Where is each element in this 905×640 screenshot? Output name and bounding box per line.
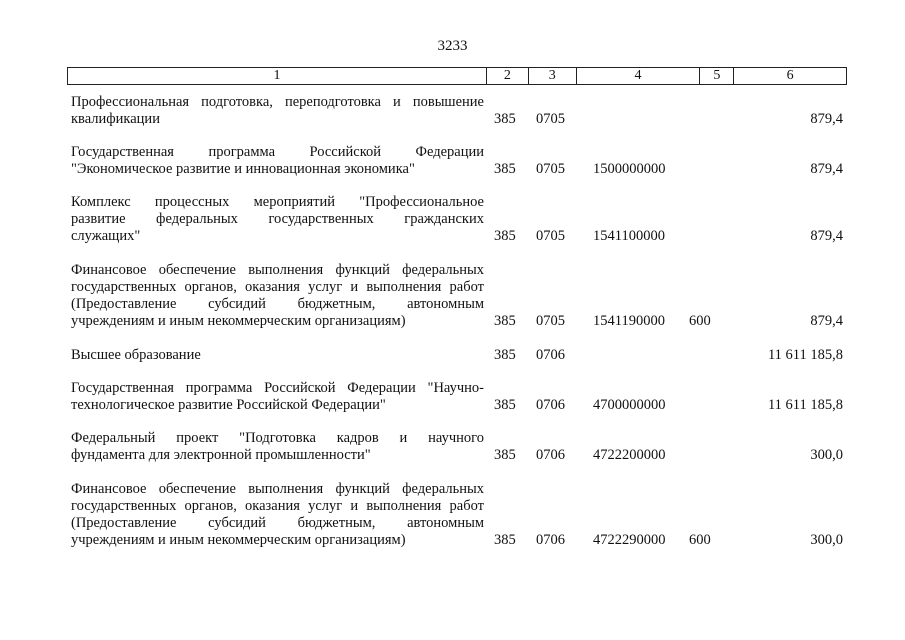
row-target-article: 4700000000: [593, 397, 666, 413]
header-col-2: 2: [487, 68, 529, 84]
row-admin-code: 385: [494, 313, 516, 329]
row-description-line: "Экономическое развитие и инновационная экономика": [71, 161, 415, 177]
row-section-code: 0705: [536, 111, 565, 127]
row-description-line: Профессиональная подготовка, переподготовка и повышение: [71, 94, 484, 110]
row-target-article: 1541190000: [593, 313, 665, 329]
row-description-line: государственных органов, оказания услуг и выполнения работ: [71, 279, 484, 295]
row-description-line: технологическое развитие Российской Федерации": [71, 397, 386, 413]
table-header: [67, 67, 847, 85]
row-target-article: 1500000000: [593, 161, 666, 177]
row-admin-code: 385: [494, 347, 516, 363]
row-amount: 11 611 185,8: [767, 347, 843, 363]
row-description-line: Государственная программа Российской Федерации: [71, 144, 484, 160]
row-description-line: квалификации: [71, 111, 160, 127]
row-description: [71, 481, 484, 549]
row-description-line: фундамента для электронной промышленности": [71, 447, 371, 463]
row-description: [71, 347, 484, 364]
row-section-code: 0706: [536, 397, 565, 413]
row-description-line: служащих": [71, 228, 141, 244]
header-col-4: 4: [577, 68, 701, 84]
row-target-article: 4722200000: [593, 447, 666, 463]
row-description-line: государственных органов, оказания услуг и выполнения работ: [71, 498, 484, 514]
row-section-code: 0706: [536, 532, 565, 548]
row-description-line: учреждениям и иным некоммерческим организациям): [71, 532, 406, 548]
row-section-code: 0705: [536, 228, 565, 244]
row-expense-type: 600: [689, 532, 711, 548]
header-col-5: 5: [700, 68, 734, 84]
row-target-article: 1541100000: [593, 228, 665, 244]
row-description-line: (Предоставление субсидий бюджетным, автономным: [71, 296, 484, 312]
row-description-line: учреждениям и иным некоммерческим организациям): [71, 313, 406, 329]
row-description-line: развитие федеральных государственных гражданских: [71, 211, 484, 227]
row-amount: 879,4: [810, 111, 843, 127]
row-description-line: Высшее образование: [71, 347, 201, 363]
row-description: [71, 262, 484, 330]
header-col-6: 6: [786, 68, 794, 83]
row-admin-code: 385: [494, 161, 516, 177]
row-description-line: (Предоставление субсидий бюджетным, автономным: [71, 515, 484, 531]
row-description: [71, 380, 484, 414]
row-amount: 300,0: [810, 447, 843, 463]
row-description-line: Федеральный проект "Подготовка кадров и научного: [71, 430, 484, 446]
row-description-line: Финансовое обеспечение выполнения функций федеральных: [71, 262, 484, 278]
row-section-code: 0706: [536, 447, 565, 463]
row-description: [71, 94, 484, 128]
row-admin-code: 385: [494, 111, 516, 127]
header-col-3: 3: [529, 68, 577, 84]
row-section-code: 0706: [536, 347, 565, 363]
row-amount: 300,0: [810, 532, 843, 548]
header-col-1: 1: [68, 68, 487, 84]
row-description-line: Комплекс процессных мероприятий "Профессиональное: [71, 194, 484, 210]
row-amount: 879,4: [810, 161, 843, 177]
row-description-line: Финансовое обеспечение выполнения функций федеральных: [71, 481, 484, 497]
row-description: [71, 430, 484, 464]
row-admin-code: 385: [494, 397, 516, 413]
row-section-code: 0705: [536, 161, 565, 177]
row-description-line: Государственная программа Российской Федерации "Научно-: [71, 380, 484, 396]
row-admin-code: 385: [494, 228, 516, 244]
row-admin-code: 385: [494, 532, 516, 548]
row-target-article: 4722290000: [593, 532, 666, 548]
row-amount: 879,4: [810, 228, 843, 244]
row-expense-type: 600: [689, 313, 711, 329]
row-amount: 11 611 185,8: [767, 397, 843, 413]
page-number: 3233: [437, 38, 468, 54]
row-description: [71, 144, 484, 178]
row-section-code: 0705: [536, 313, 565, 329]
row-amount: 879,4: [810, 313, 843, 329]
row-admin-code: 385: [494, 447, 516, 463]
row-description: [71, 194, 484, 245]
